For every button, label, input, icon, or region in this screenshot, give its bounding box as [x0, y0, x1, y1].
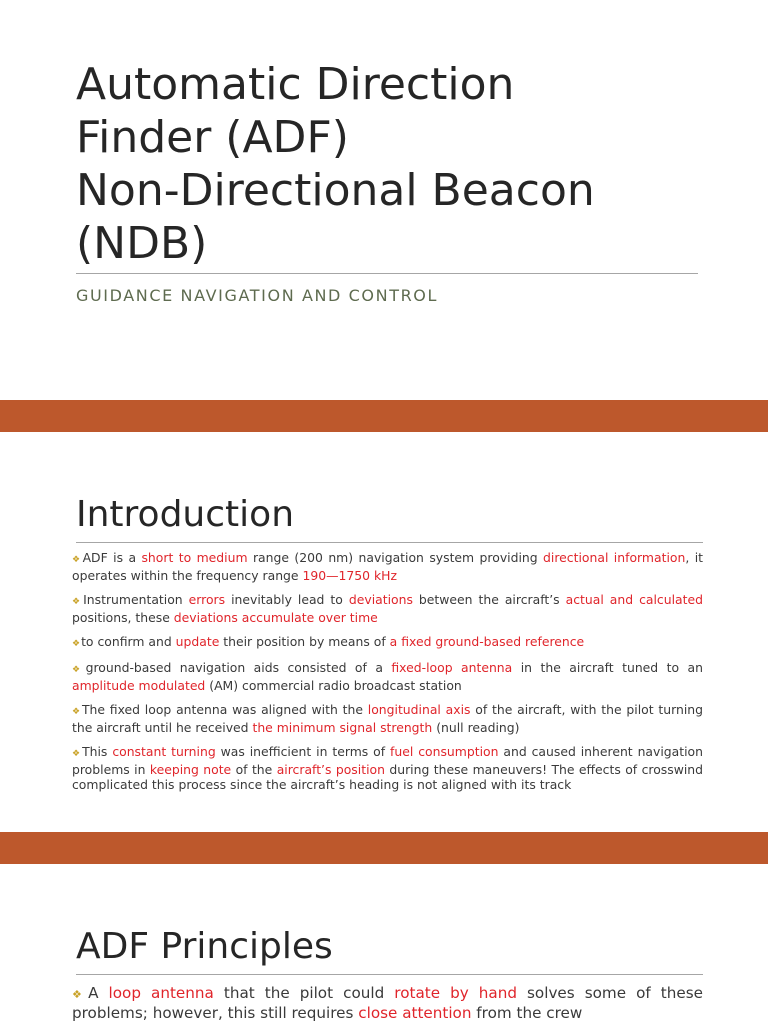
bullet-text: (null reading)	[432, 720, 520, 736]
bullet-text: solves some of these problems; however, this still requires	[72, 984, 703, 1022]
bullet-text: during these maneuvers! The effects of crosswind complicated this process since the aircraft’s heading is not aligned with its track	[72, 762, 703, 793]
highlighted-text: amplitude modulated	[72, 678, 206, 694]
bullet-item	[72, 660, 703, 694]
bullet-text: range (200 nm) navigation system providing	[247, 550, 544, 565]
bullet-marker-icon: ❖	[72, 555, 82, 565]
bullet-item	[72, 702, 703, 736]
bullet-text: between the aircraft’s	[412, 591, 566, 607]
slide-title: Introduction	[76, 494, 295, 535]
bullet-list	[72, 984, 703, 1023]
highlighted-text: deviations accumulate over time	[173, 610, 378, 626]
bullet-text: inevitably lead to	[225, 591, 349, 607]
bullet-text: to confirm and	[81, 633, 176, 649]
highlighted-text: close attention	[358, 1004, 472, 1022]
slide-separator	[0, 832, 768, 864]
highlighted-text: fuel consumption	[390, 743, 499, 759]
highlighted-text: directional information	[543, 550, 686, 565]
highlighted-text: keeping note	[149, 762, 232, 778]
bullet-text: ground-based navigation aids consisted of a	[85, 660, 392, 676]
bullet-text: in the aircraft tuned to an	[512, 660, 703, 676]
bullet-text: that the pilot could	[213, 984, 395, 1002]
bullet-item	[72, 592, 703, 626]
bullet-text: and caused inherent navigation problems in	[72, 743, 703, 778]
presentation-title	[76, 58, 716, 270]
bullet-text: (AM) commercial radio broadcast station	[205, 678, 462, 694]
bullet-item	[72, 984, 703, 1023]
bullet-text: their position by means of	[219, 633, 390, 649]
bullet-text: This	[82, 743, 113, 759]
slide-title: ADF Principles	[76, 926, 333, 967]
bullet-marker-icon: ❖	[72, 596, 83, 607]
title-line-1: Automatic Direction	[76, 59, 515, 110]
title-line-4: (NDB)	[76, 218, 208, 269]
highlighted-text: a fixed ground-based reference	[389, 633, 585, 649]
title-line-3: Non-Directional Beacon	[76, 165, 595, 216]
highlighted-text: 190—1750 kHz	[302, 568, 397, 584]
slide-separator	[0, 400, 768, 432]
title-divider	[76, 273, 698, 274]
title-line-2: Finder (ADF)	[76, 112, 349, 163]
highlighted-text: constant turning	[112, 743, 216, 759]
highlighted-text: the minimum signal strength	[252, 720, 433, 736]
bullet-text: ADF is a	[82, 550, 142, 565]
bullet-text: A	[88, 984, 109, 1002]
bullet-marker-icon: ❖	[72, 706, 81, 717]
highlighted-text: rotate by hand	[394, 984, 517, 1002]
introduction-slide	[0, 432, 768, 832]
bullet-marker-icon: ❖	[72, 988, 88, 1001]
bullet-text: from the crew	[471, 1004, 583, 1022]
bullet-marker-icon: ❖	[72, 748, 82, 759]
highlighted-text: actual and calculated	[565, 591, 703, 607]
highlighted-text: loop antenna	[108, 984, 214, 1002]
bullet-item	[72, 550, 703, 584]
bullet-text: was inefficient in terms of	[215, 743, 391, 759]
presentation-subtitle: GUIDANCE NAVIGATION AND CONTROL	[76, 286, 438, 305]
title-slide	[0, 0, 768, 400]
highlighted-text: update	[175, 633, 220, 649]
bullet-text: of the aircraft, with the pilot turning the aircraft until he received	[72, 701, 704, 736]
slide-title-divider	[76, 974, 703, 975]
bullet-text: of the	[231, 762, 277, 778]
bullet-marker-icon: ❖	[72, 638, 81, 649]
bullet-item	[72, 744, 703, 793]
highlighted-text: aircraft’s position	[276, 762, 385, 778]
bullet-text: , it operates within the frequency range	[72, 550, 703, 584]
highlighted-text: deviations	[348, 591, 413, 607]
bullet-list	[72, 550, 703, 801]
bullet-item	[72, 634, 703, 652]
bullet-text: Instrumentation	[83, 591, 189, 607]
highlighted-text: fixed-loop antenna	[391, 660, 513, 676]
adf-principles-slide	[0, 864, 768, 1024]
slide-title-divider	[76, 542, 703, 543]
highlighted-text: longitudinal axis	[367, 701, 471, 717]
highlighted-text: short to medium	[141, 550, 248, 565]
bullet-marker-icon: ❖	[72, 665, 85, 676]
bullet-text: The fixed loop antenna was aligned with the	[81, 701, 368, 717]
highlighted-text: errors	[188, 591, 226, 607]
bullet-text: positions, these	[72, 610, 174, 626]
